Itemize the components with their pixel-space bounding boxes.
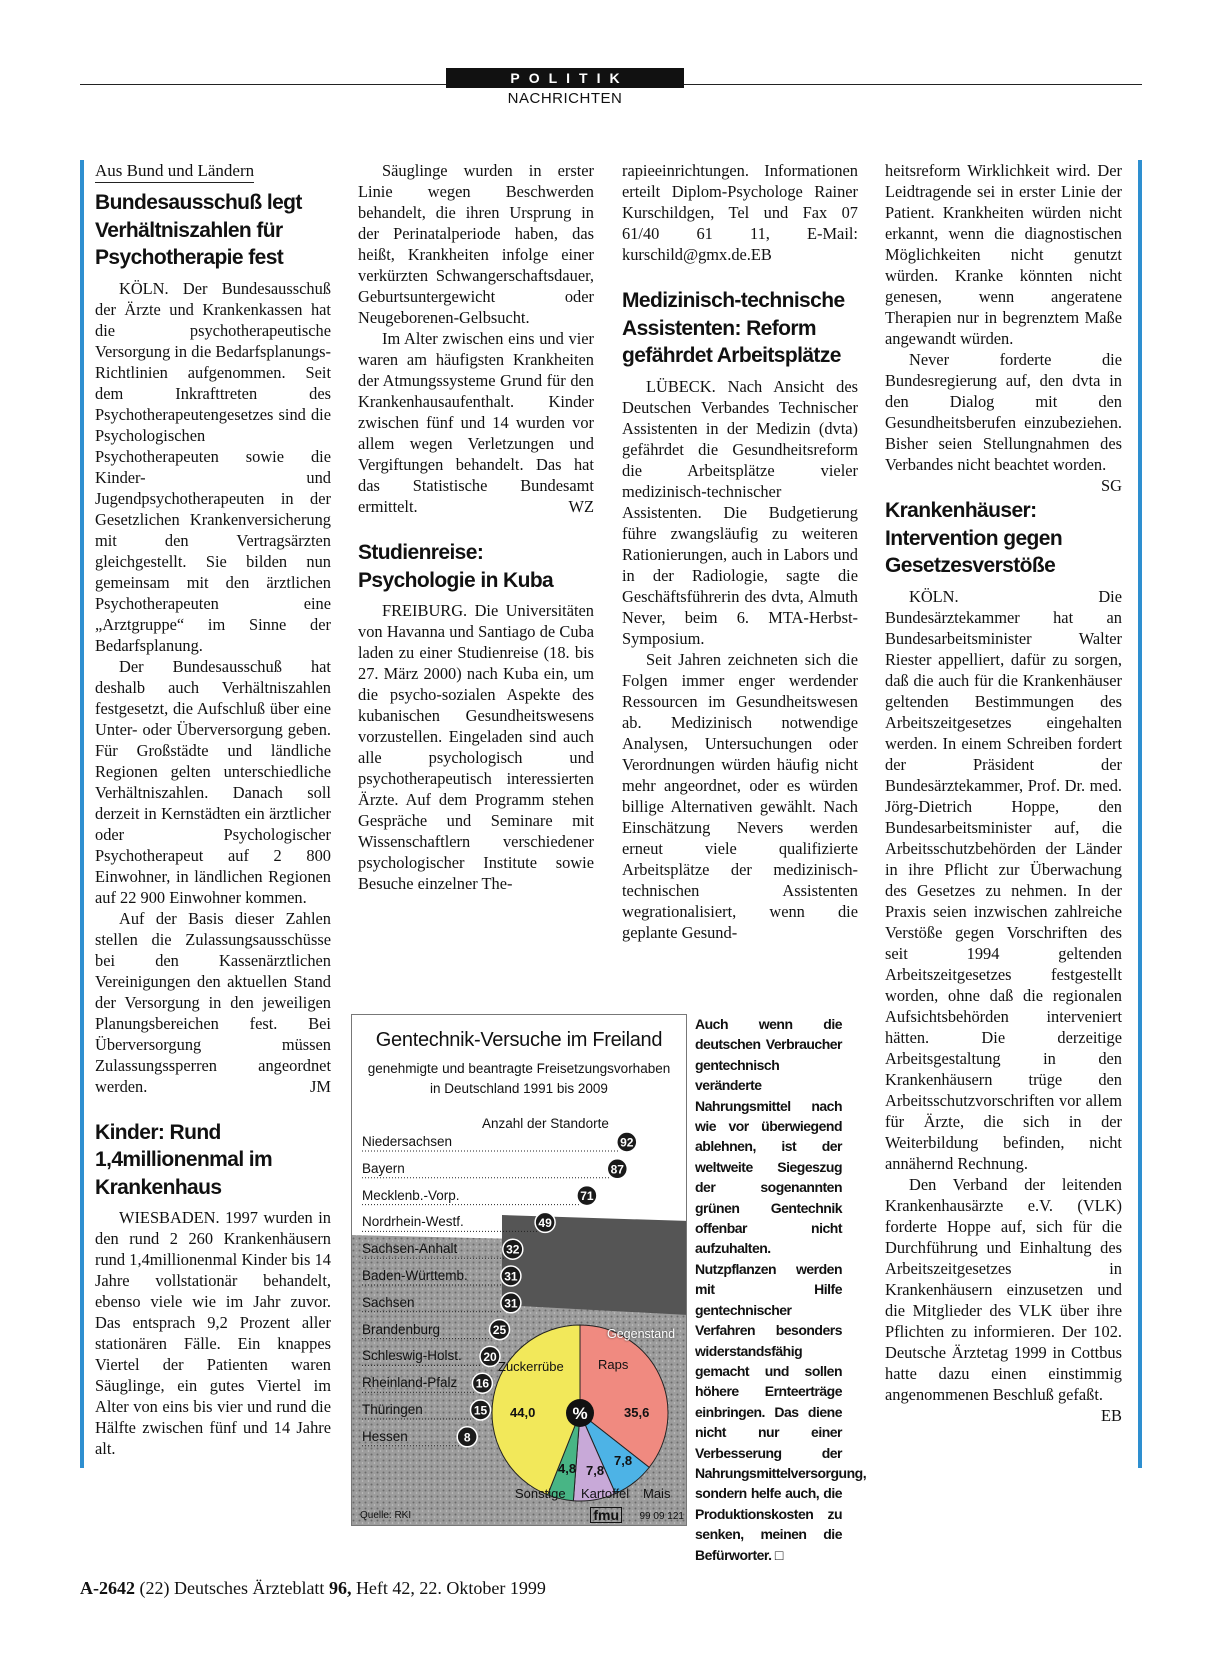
pie-slice-value: 44,0: [510, 1405, 536, 1420]
paragraph: Säuglinge wurden in erster Linie wegen Beschwerden behandelt, die ihren Ursprung in der Perinatalperiode haben, das heißt, Krankheiten infolge einer verkürzten Schwangerschaftsdauer, Geburtsuntergewicht oder Neugeborenen-Gelbsucht.: [358, 161, 594, 327]
bar-value: 87: [610, 1162, 624, 1177]
chart-subtitle: in Deutschland 1991 bis 2009: [430, 1081, 608, 1096]
paragraph: Der Bundesausschuß hat deshalb auch Verhältniszahlen festgesetzt, die Aufschluß über eine Unter- oder Überversorgung geben. Für Großstädte und ländliche Regionen gelten unterschiedliche Verhältniszahlen. Danach soll derzeit in Kernstädten ein ärztlicher oder Psychologischer Psychotherapeut auf 2 800 Einwohner, in ländlichen Regionen auf 22 900 Einwohner kommen.: [95, 656, 331, 907]
bar-value: 32: [506, 1242, 520, 1257]
chart-code: 99 09 121: [639, 1511, 684, 1522]
author-signature: WZ: [568, 497, 594, 516]
paragraph: FREIBURG. Die Universitäten von Havanna und Santiago de Cuba laden zu einer Studienreise (18. bis 27. März 2000) nach Kuba ein, um die psycho-sozialen Aspekte des kubanischen Gesundheitswesens vorzustellen. Eingeladen sind auch alle psychologisch und psychotherapeutisch interessierten Ärzte. Auf dem Programm stehen Gespräche und Seminare mit Wissenschaftlern verschiedener psychologischer Institute sowie Besuche einzelner The-: [358, 601, 594, 893]
pie-slice-value: 35,6: [624, 1405, 650, 1420]
pie-title: Gegenstand: [607, 1327, 676, 1341]
state-label: Rheinland-Pfalz: [362, 1375, 458, 1391]
state-label: Hessen: [362, 1428, 408, 1444]
column-3: [622, 160, 858, 943]
pie-slice-label: Zuckerrübe: [498, 1359, 564, 1374]
subsection-label: NACHRICHTEN: [507, 90, 623, 107]
paragraph: Im Alter zwischen eins und vier waren am häufigsten Krankheiten der Atmungssysteme Grund für den Krankenhausaufenthalt. Kinder zwischen fünf und 14 wurden vor allem wegen Verletzungen und Vergiftungen behandelt. Das hat das Statistische Bundesamt ermittelt. WZ: [358, 329, 594, 516]
kicker: Aus Bund und Ländern: [95, 160, 254, 183]
chart-caption: Auch wenn die deutschen Verbraucher gentechnisch veränderte Nahrungsmittel nach wie vor überwiegend ablehnen, ist der weltweite Siegeszug der sogenannten grünen Gentechnik offenbar nicht aufzuhalten. Nutzpflanzen werden mit Hilfe gentechnischer Verfahren besonders widerstandsfähig gemacht und sollen höhere Ernteerträge einbringen. Das diene nicht nur einer Verbesserung der Nahrungsmittelversorgung, sondern helfe auch, die Produktionskosten zu senken, meinen die Befürworter. □: [695, 1016, 867, 1563]
footer-volume: 96,: [328, 1578, 352, 1598]
pie-legend-sonstige: Sonstige: [515, 1486, 566, 1501]
bar-value: 31: [504, 1269, 518, 1284]
paragraph: KÖLN. Der Bundesausschuß der Ärzte und Krankenkassen hat die psychotherapeutische Versorgung in die Bedarfsplanungs-Richtlinien aufgenommen. Seit dem Inkrafttreten des Psychotherapeutengesetzes sind die Psychologischen Psychotherapeuten sowie die Kinder- und Jugendpsychotherapeuten in der Gesetzlichen Krankenversicherung mit den Vertragsärzten gleichgestellt. Sie bilden nun gemeinsam mit den ärztlichen Psychotherapeuten eine „Arztgruppe“ im Sinne der Bedarfsplanung.: [95, 278, 331, 655]
bar-value: 20: [483, 1349, 497, 1364]
column-1: [95, 160, 331, 1459]
paragraph: Never forderte die Bundesregierung auf, den dvta in den Dialog mit den Gesundheitsberufen einzubeziehen. Bisher seien Stellungnahmen des Verbandes nicht beachtet worden. SG: [885, 350, 1122, 495]
pie-slice-value: 4,8: [558, 1461, 577, 1476]
state-label: Bayern: [362, 1160, 405, 1176]
paragraph: Auf der Basis dieser Zahlen stellen die Zulassungsausschüsse bei den Kassenärztlichen Vereinigungen den aktuellen Stand der Versorgung in den jeweiligen Planungsbereichen fest. Bei Überversorgung müssen Zulassungssperren angeordnet werden. JM: [95, 908, 331, 1096]
bar-value: 16: [475, 1376, 490, 1391]
fmu-logo: fmu: [590, 1507, 622, 1523]
chart-title: Gentechnik-Versuche im Freiland: [375, 1029, 663, 1051]
headline-kinder: Kinder: Rund 1,4millionenmal im Krankenhaus: [95, 1120, 273, 1199]
author-signature: JM: [310, 1076, 331, 1096]
bar-value: 15: [473, 1403, 488, 1418]
state-label: Nordrhein-Westf.: [362, 1214, 464, 1230]
pie-legend-mais: Mais: [643, 1486, 671, 1501]
author-signature: EB: [1101, 1405, 1122, 1425]
paragraph: heitsreform Wirklichkeit wird. Der Leidtragende sei in erster Linie der Patient. Krankheiten würden nicht erkannt, wenn die diagnostischen Möglichkeiten nicht genutzt würden. Kranke könnten nicht genesen, wenn angeratene Therapien nur in begrenztem Maße angewandt würden.: [885, 161, 1122, 348]
right-accent-bar: [1138, 160, 1142, 1468]
paragraph: Seit Jahren zeichneten sich die Folgen immer enger werdender Ressourcen im Gesundheitswesen ab. Medizinisch notwendige Analysen, Untersuchungen oder Verordnungen würden häufig nicht mehr angeordnet, oder es würden billige Alternativen gewählt. Nach Einschätzung Nevers werden erneut viele qualifizierte Arbeitsplätze der medizinisch-technischen Assistenten wegrationalisiert, wenn die geplante Gesund-: [622, 649, 858, 942]
chart-source: Quelle: RKI: [360, 1510, 412, 1521]
bar-value: 31: [504, 1296, 518, 1311]
column-4: [885, 160, 1122, 1426]
footer-issue: Heft 42, 22. Oktober 1999: [351, 1578, 546, 1598]
state-label: Sachsen-Anhalt: [362, 1241, 458, 1257]
column-2: [358, 160, 594, 894]
pie-slice-label: Raps: [598, 1357, 629, 1372]
pie-slice-value: 7,8: [586, 1463, 605, 1478]
left-accent-bar: [80, 160, 84, 1468]
chart-subtitle: genehmigte und beantragte Freisetzungsvorhaben: [367, 1061, 671, 1076]
state-label: Sachsen: [362, 1294, 415, 1310]
paragraph: LÜBECK. Nach Ansicht des Deutschen Verbandes Technischer Assistenten in der Medizin (dvta) gefährdet die Gesundheitsreform die Arbeitsplätze vieler medizinisch-technischer Assistenten. Die Budgetierung führe zwangsläufig zu weiteren Rationierungen, auch in Labors und in der Radiologie, sagte die Geschäftsführerin des dvta, Almuth Never, beim 6. MTA-Herbst-Symposium.: [622, 376, 858, 648]
chart-measure-label: Anzahl der Standorte: [482, 1116, 609, 1131]
bar-value: 49: [538, 1215, 552, 1230]
state-label: Niedersachsen: [362, 1134, 453, 1149]
page-footer: [80, 1578, 546, 1599]
pie-slice-value: 7,8: [614, 1453, 633, 1468]
state-label: Baden-Württemb.: [362, 1268, 468, 1283]
paragraph: Den Verband der leitenden Krankenhausärzte e.V. (VLK) forderte Hoppe auf, sich für die Durchführung und Einhaltung des Arbeitszeitgesetzes in Krankenhäusern einzusetzen und die Mitglieder des VLK über ihre Pflichten zu informieren. Der 102. Deutsche Ärztetag 1999 in Cottbus hatte dazu einen einstimmig angenommenen Beschluß gefaßt. EB: [885, 1174, 1122, 1425]
bar-value: 25: [492, 1323, 507, 1338]
pie-legend-kartoffel: Kartoffel: [581, 1486, 630, 1501]
headline-studienreise: Studienreise: Psychologie in Kuba: [358, 541, 554, 592]
paragraph: rapieeinrichtungen. Informationen erteilt Diplom-Psychologe Rainer Kurschildgen, Tel und Fax 07 61/40 61 11, E-Mail: kurschild@gmx.de.EB: [622, 161, 858, 264]
gentechnik-chart: [351, 1014, 687, 1526]
state-label: Schleswig-Holst.: [362, 1348, 462, 1364]
bar-value: 8: [463, 1430, 471, 1445]
footer-publication: (22) Deutsches Ärzteblatt: [139, 1578, 329, 1598]
bar-value: 92: [620, 1135, 634, 1150]
pie-center-symbol: %: [572, 1404, 588, 1423]
bar-value: 71: [580, 1189, 594, 1204]
tree-line: [502, 1215, 687, 1315]
page-number: A-2642: [80, 1578, 135, 1598]
state-label: Brandenburg: [362, 1321, 441, 1337]
author-signature: SG: [1101, 476, 1122, 495]
section-label: POLITIK: [446, 68, 684, 88]
headline-psychotherapie: Bundesausschuß legt Verhältniszahlen für Psychotherapie fest: [95, 191, 302, 269]
paragraph: WIESBADEN. 1997 wurden in den rund 2 260 Krankenhäusern rund 1,4millionenmal Kinder bis 14 Jahre vollstationär behandelt, ebenso viele wie im Jahr zuvor. Das entsprach 9,2 Prozent aller stationären Fälle. Ein knappes Viertel der Patienten waren Säuglinge, ein gutes Viertel im Alter von eins bis vier und rund die Hälfte zwischen fünf und 14 Jahre alt.: [95, 1208, 331, 1458]
headline-krankenhaeuser: Krankenhäuser: Intervention gegen Gesetzesverstöße: [885, 499, 1063, 577]
state-label: Thüringen: [362, 1402, 423, 1417]
headline-mta: Medizinisch-technische Assistenten: Reform gefährdet Arbeitsplätze: [622, 289, 845, 367]
state-label: Mecklenb.-Vorp.: [362, 1187, 460, 1203]
paragraph: KÖLN. Die Bundesärztekammer hat an Bundesarbeitsminister Walter Riester appelliert, dafür zu sorgen, daß die auch für die Krankenhäuser geltenden Bestimmungen des Arbeitszeitgesetzes eingehalten werden. In einem Schreiben fordert der Präsident der Bundesärztekammer, Prof. Dr. med. Jörg-Dietrich Hoppe, den Bundesarbeitsminister auf, die Arbeitsschutzbehörden der Länder in ihre Pflicht zur Überwachung des Gesetzes zu nehmen. In der Praxis seien inzwischen zahlreiche Verstöße gegen Vorschriften des seit 1994 geltenden Arbeitszeitgesetzes festgestellt worden, ohne daß die regionalen Aufsichtsbehörden interveniert hätten. Die derzeitige Arbeitsgestaltung in den Krankenhäusern trüge den Arbeitsschutzvorschriften vor allem für Ärzte, die sich in der Weiterbildung befinden, nicht annähernd Rechnung.: [885, 586, 1122, 1173]
author-signature: EB: [750, 245, 772, 264]
